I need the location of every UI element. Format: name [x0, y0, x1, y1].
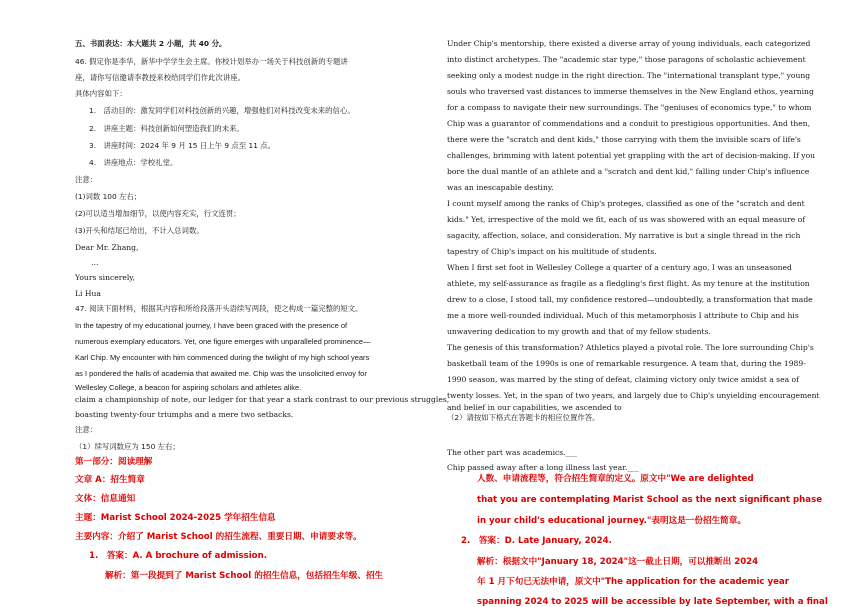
answer-2-explanation: 解析：根据文中"January 18, 2024"这一截止日期，可以推断出 2024	[477, 557, 759, 567]
passage-line: there were the "scratch and dent kids," those carrying with them the invisible scars of life's	[447, 135, 801, 144]
format-note: （2）请按如下格式在答题卡的相应位置作答。	[447, 413, 600, 422]
q46-item: 1. 活动目的：激发同学们对科技创新的兴趣，增强他们对科技改变未来的信心。	[89, 106, 355, 115]
passage-line: Under Chip's mentorship, there existed a diverse array of young individuals, each categorized	[447, 39, 811, 48]
passage-line: drew to a close, I stood tall, my confidence restored—undoubtedly, a transformation that made	[447, 295, 813, 304]
passage-line: challenges, brimming with latent potential yet grappling with the art of decision-making. If you	[447, 151, 816, 160]
passage-line: sagacity, affection, solace, and consideration. My narrative is but a single thread in the rich	[447, 231, 801, 240]
q47-continuation: claim a championship of note, our ledger for that year a stark contrast to our previous struggles,	[75, 395, 450, 404]
q46-item: 3. 讲座时间：2024 年 9 月 15 日上午 9 点至 11 点。	[89, 141, 276, 150]
passage-line: unwavering dedication to my growth and that of my fellow students.	[447, 327, 711, 336]
passage-line: bore the dual mantle of an athlete and a "scratch and dent kid," falling under Chip's influence	[447, 167, 810, 176]
passage-line: The genesis of this transformation? Athletics played a pivotal role. The lore surrounding Chip's	[447, 343, 814, 352]
q47-passage-line: as I pondered the halls of academia that awaited me. Chip was the unsolicited envoy for	[75, 369, 367, 378]
answer-main: 主要内容：介绍了 Marist School 的招生流程、重要日期、申请要求等。	[75, 532, 362, 542]
q46-item: 4. 讲座地点：学校礼堂。	[89, 158, 178, 167]
q47-passage-line: Wellesley College, a beacon for aspiring scholars and athletes alike.	[75, 383, 302, 392]
passage-line: I count myself among the ranks of Chip's proteges, classified as one of the "scratch and dent	[447, 199, 805, 208]
section-title: 五、书面表达：本大题共 2 小题，共 40 分。	[75, 39, 227, 48]
passage-line: athlete, my self-assurance as fragile as a fledgling's first flight. As my tenure at the institution	[447, 279, 810, 288]
paragraph-2-start: Chip passed away after a long illness last year.___	[447, 463, 639, 472]
q46-note: (2)可以适当增加细节，以使内容充实，行文连贯；	[75, 209, 241, 218]
passage-line: When I first set foot in Wellesley College a quarter of a century ago, I was an unseasoned	[447, 263, 792, 272]
q46-intro: 46. 假定你是李华，新华中学学生会主席。你校计划举办一场关于科技创新的专题讲	[75, 57, 348, 66]
passage-line: 1990 season, was marred by the sting of defeat, claiming victory only twice amidst a sea of	[447, 375, 799, 384]
q47-passage-line: numerous exemplary educators. Yet, one figure emerges with unparalleled prominence—	[75, 337, 371, 346]
q47-continuation: boasting twenty-four triumphs and a mere two setbacks.	[75, 410, 294, 419]
passage-line: kids." Yet, irrespective of the mold we fit, each of us was showered with an equal measure of	[447, 215, 806, 224]
paragraph-1-start: The other part was academics.___	[447, 448, 577, 457]
passage-line: and belief in our capabilities, we ascended to	[447, 403, 622, 412]
q46-note: (3)开头和结尾已给出，不计入总词数。	[75, 226, 204, 235]
answer-1-explanation: 解析：第一段提到了 Marist School 的招生信息，包括招生年级、招生	[105, 571, 384, 581]
answer-1-explanation-cont: that you are contemplating Marist School as the next significant phase	[477, 495, 823, 505]
answer-article-a: 文章 A：招生简章	[75, 475, 145, 485]
answer-topic: 主题：Marist School 2024-2025 学年招生信息	[75, 513, 276, 523]
passage-line: souls who traversed vast distances to immerse themselves in the New England ethos, yearning	[447, 87, 814, 96]
q46-item: 2. 讲座主题：科技创新如何塑造我们的未来。	[89, 124, 244, 133]
q47-passage-line: In the tapestry of my educational journey, I have been graced with the presence of	[75, 321, 348, 330]
q46-intro-2: 座，请你写信邀请李教授来校给同学们作此次讲座。	[75, 73, 245, 82]
answer-2: 2. 答案：D. Late January, 2024.	[461, 536, 612, 546]
passage-line: into distinct archetypes. The "academic star type," those paragons of scholastic achievement	[447, 55, 806, 64]
passage-line: seeking only a modest nudge in the right direction. The "international transplant type," young	[447, 71, 811, 80]
answer-part-heading: 第一部分：阅读理解	[75, 457, 153, 467]
passage-line: basketball team of the 1990s is one of remarkable resurgence. A team that, during the 1989-	[447, 359, 806, 368]
passage-line: me a more well-rounded individual. Much of this metamorphosis I attribute to Chip and his	[447, 311, 799, 320]
passage-line: was an inescapable destiny.	[447, 183, 554, 192]
answer-style: 文体：信息通知	[75, 494, 136, 504]
answer-1-explanation-cont: 人数、申请流程等，符合招生简章的定义。原文中"We are delighted	[477, 474, 754, 484]
answer-1: 1. 答案：A. A brochure of admission.	[89, 551, 267, 561]
q47-intro: 47. 阅读下面材料，根据其内容和所给段落开头语续写两段，使之构成一篇完整的短文。	[75, 304, 363, 313]
passage-line: twenty losses. Yet, in the span of two years, and largely due to Chip's unyielding encouragement	[447, 391, 820, 400]
answer-2-explanation: spanning 2024 to 2025 will be accessible by late September, with a final	[477, 597, 828, 607]
letter-name: Li Hua	[75, 289, 101, 298]
passage-line: for a compass to navigate their new surroundings. The "geniuses of economics type," to whom	[447, 103, 812, 112]
answer-2-explanation: 年 1 月下旬已无法申请，原文中"The application for the academic year	[477, 577, 789, 587]
q46-note: (1)词数 100 左右；	[75, 192, 142, 201]
passage-line: tapestry of Chip's impact on his multitude of students.	[447, 247, 657, 256]
letter-dots: …	[91, 258, 99, 267]
passage-line: Chip was a guarantor of commendations and a conduit to prestigious opportunities. And then,	[447, 119, 811, 128]
q46-note-label: 注意：	[75, 175, 98, 184]
letter-closing: Yours sincerely,	[75, 273, 135, 282]
q47-note: （1）续写词数应为 150 左右；	[75, 442, 180, 451]
letter-greeting: Dear Mr. Zhang,	[75, 243, 139, 252]
answer-1-explanation-cont: in your child's educational journey."表明这是一份招生简章。	[477, 516, 746, 526]
q47-note-label: 注意：	[75, 425, 98, 434]
q47-passage-line: Karl Chip. My encounter with him commenced during the twilight of my high school years	[75, 353, 370, 362]
q46-content-label: 具体内容如下：	[75, 89, 127, 98]
